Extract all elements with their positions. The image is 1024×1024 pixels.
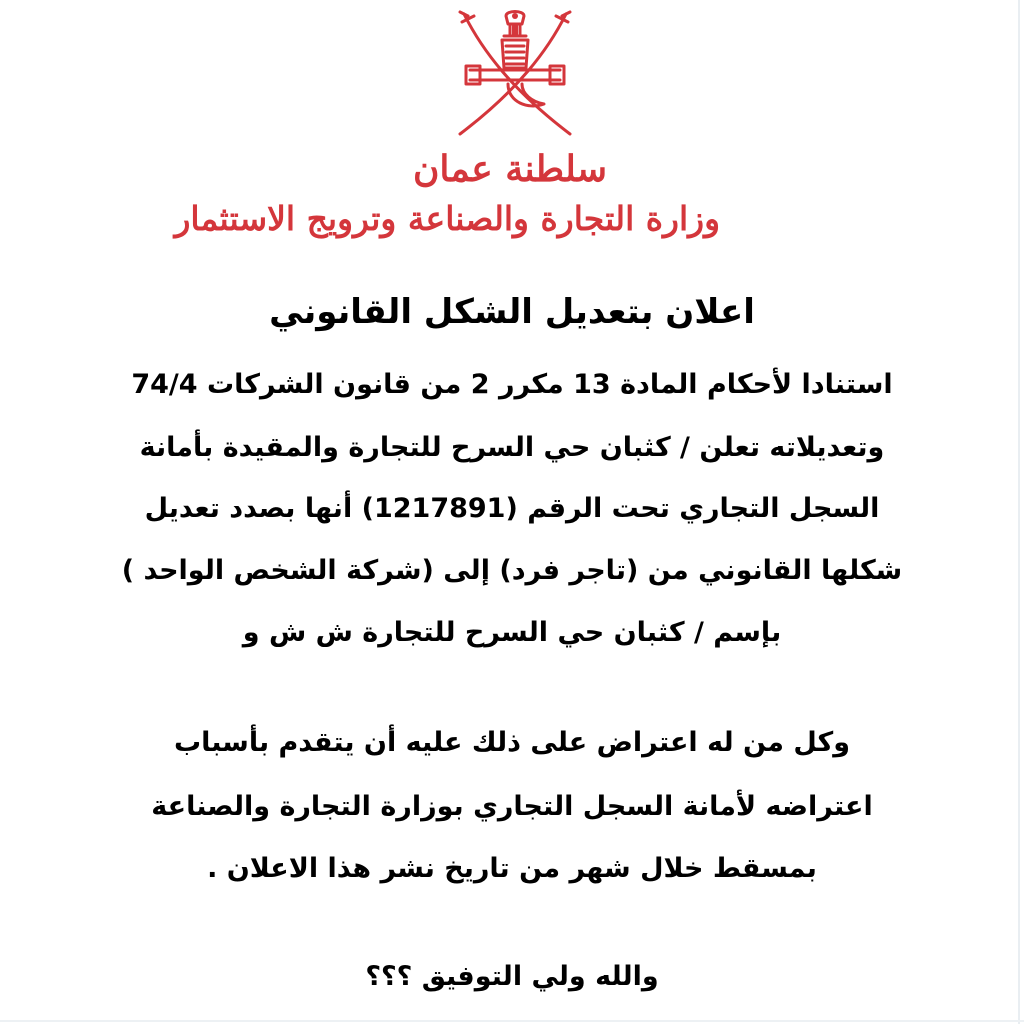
org-name-line2: وزارة التجارة والصناعة وترويج الاستثمار [174,199,720,238]
paragraph1-line: استنادا لأحكام المادة 13 مكرر 2 من قانون الشركات 74/4 [131,369,893,400]
paragraph1-line: بإسم / كثبان حي السرح للتجارة ش ش و [242,617,782,648]
right-edge-line [1018,0,1020,1024]
oman-khanjar-emblem-icon [452,10,578,142]
paragraph2-line: اعتراضه لأمانة السجل التجاري بوزارة التجارة والصناعة [151,791,873,822]
paragraph1-line: شكلها القانوني من (تاجر فرد) إلى (شركة الشخص الواحد ) [121,555,903,586]
paragraph2-line: وكل من له اعتراض على ذلك عليه أن يتقدم بأسباب [174,727,850,758]
org-name-line1: سلطنة عمان [412,148,607,190]
paragraph1-line: السجل التجاري تحت الرقم (1217891) أنها بصدد تعديل [144,493,880,524]
bottom-edge-line [0,1020,1024,1022]
paragraph1-line: وتعديلاته تعلن / كثبان حي السرح للتجارة والمقيدة بأمانة [139,432,885,463]
closing-line: والله ولي التوفيق ؟؟؟ [365,961,659,992]
paragraph2-line: بمسقط خلال شهر من تاريخ نشر هذا الاعلان . [207,853,817,884]
notice-title: اعلان بتعديل الشكل القانوني [269,292,755,332]
